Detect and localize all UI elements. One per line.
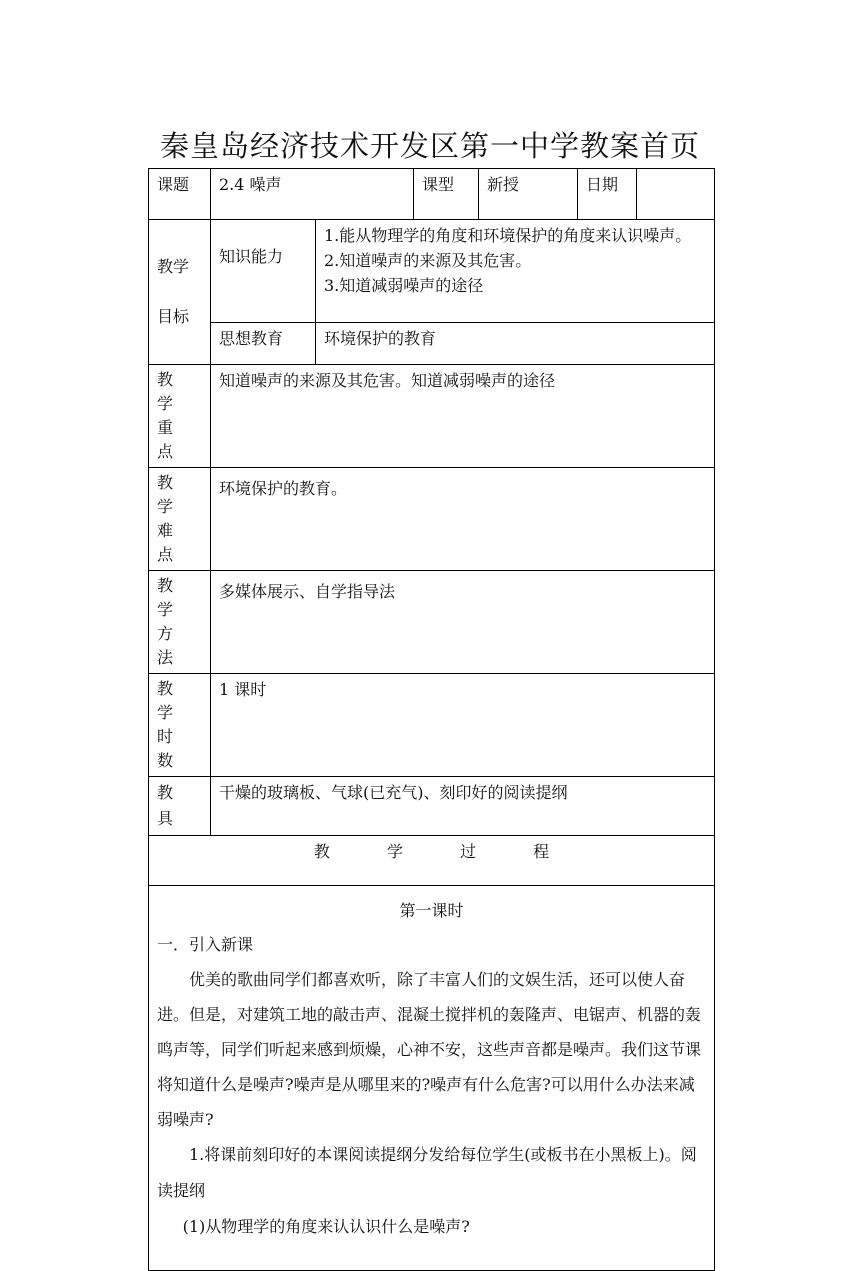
key-points-row bbox=[149, 365, 715, 468]
hours-row bbox=[149, 674, 715, 777]
hours-label: 教学 时数 bbox=[149, 674, 211, 777]
process-body bbox=[149, 886, 715, 1271]
intro-paragraph: 优美的歌曲同学们都喜欢听，除了丰富人们的文娱生活，还可以使人奋进。但是，对建筑工地的敲击声、混凝土搅拌机的轰隆声、电锯声、机器的轰鸣声等，同学们听起来感到烦燥，心神不安，这些声音都是噪声。我们这节课将知道什么是噪声?噪声是从哪里来的?噪声有什么危害?可以用什么办法来减弱噪声? bbox=[157, 970, 702, 1129]
lesson-plan-table bbox=[148, 168, 715, 1271]
process-heading-row bbox=[149, 836, 715, 886]
knowledge-label: 知识能力 bbox=[211, 220, 316, 323]
key-points-value: 知道噪声的来源及其危害。知道减弱噪声的途径 bbox=[211, 365, 715, 468]
knowledge-item: 2.知道噪声的来源及其危害。 bbox=[324, 251, 532, 270]
date-value bbox=[637, 169, 715, 220]
topic-value: 2.4 噪声 bbox=[211, 169, 414, 220]
methods-value: 多媒体展示、自学指导法 bbox=[211, 571, 715, 674]
goals-thought-row bbox=[149, 323, 715, 365]
knowledge-item: 3.知道减弱噪声的途径 bbox=[324, 276, 484, 295]
goals-label bbox=[149, 220, 211, 365]
methods-row bbox=[149, 571, 715, 674]
type-value: 新授 bbox=[479, 169, 578, 220]
process-body-row bbox=[149, 886, 715, 1271]
outline-question: (1)从物理学的角度来认认识什么是噪声? bbox=[182, 1217, 470, 1236]
process-heading-char: 过 bbox=[460, 842, 477, 861]
knowledge-item: 1.能从物理学的角度和环境保护的角度来认识噪声。 bbox=[324, 226, 692, 245]
topic-label: 课题 bbox=[149, 169, 211, 220]
date-label: 日期 bbox=[578, 169, 637, 220]
difficulties-label: 教学 难点 bbox=[149, 468, 211, 571]
aids-value: 干燥的玻璃板、气球(已充气)、刻印好的阅读提纲 bbox=[211, 777, 715, 836]
process-heading-char: 程 bbox=[533, 842, 550, 861]
goals-label-top: 教学 bbox=[157, 257, 190, 276]
difficulties-value: 环境保护的教育。 bbox=[211, 468, 715, 571]
section-heading: 一．引入新课 bbox=[157, 935, 254, 954]
knowledge-items bbox=[316, 220, 715, 323]
outline-paragraph: 1.将课前刻印好的本课阅读提纲分发给每位学生(或板书在小黑板上)。阅读提纲 bbox=[157, 1145, 697, 1200]
thought-value: 环境保护的教育 bbox=[316, 323, 715, 365]
goals-label-bottom: 目标 bbox=[157, 307, 190, 326]
lesson-title: 第一课时 bbox=[399, 901, 464, 920]
hours-value: 1 课时 bbox=[211, 674, 715, 777]
process-heading-char: 教 bbox=[313, 842, 330, 861]
type-label: 课型 bbox=[414, 169, 479, 220]
page-title: 秦皇岛经济技术开发区第一中学教案首页 bbox=[159, 129, 700, 163]
key-points-label: 教学 重点 bbox=[149, 365, 211, 468]
goals-knowledge-row bbox=[149, 220, 715, 323]
header-row bbox=[149, 169, 715, 220]
aids-row bbox=[149, 777, 715, 836]
difficulties-row bbox=[149, 468, 715, 571]
process-heading bbox=[149, 836, 715, 886]
methods-label: 教学 方法 bbox=[149, 571, 211, 674]
aids-label: 教具 bbox=[149, 777, 211, 836]
process-heading-char: 学 bbox=[386, 842, 403, 861]
thought-label: 思想教育 bbox=[211, 323, 316, 365]
